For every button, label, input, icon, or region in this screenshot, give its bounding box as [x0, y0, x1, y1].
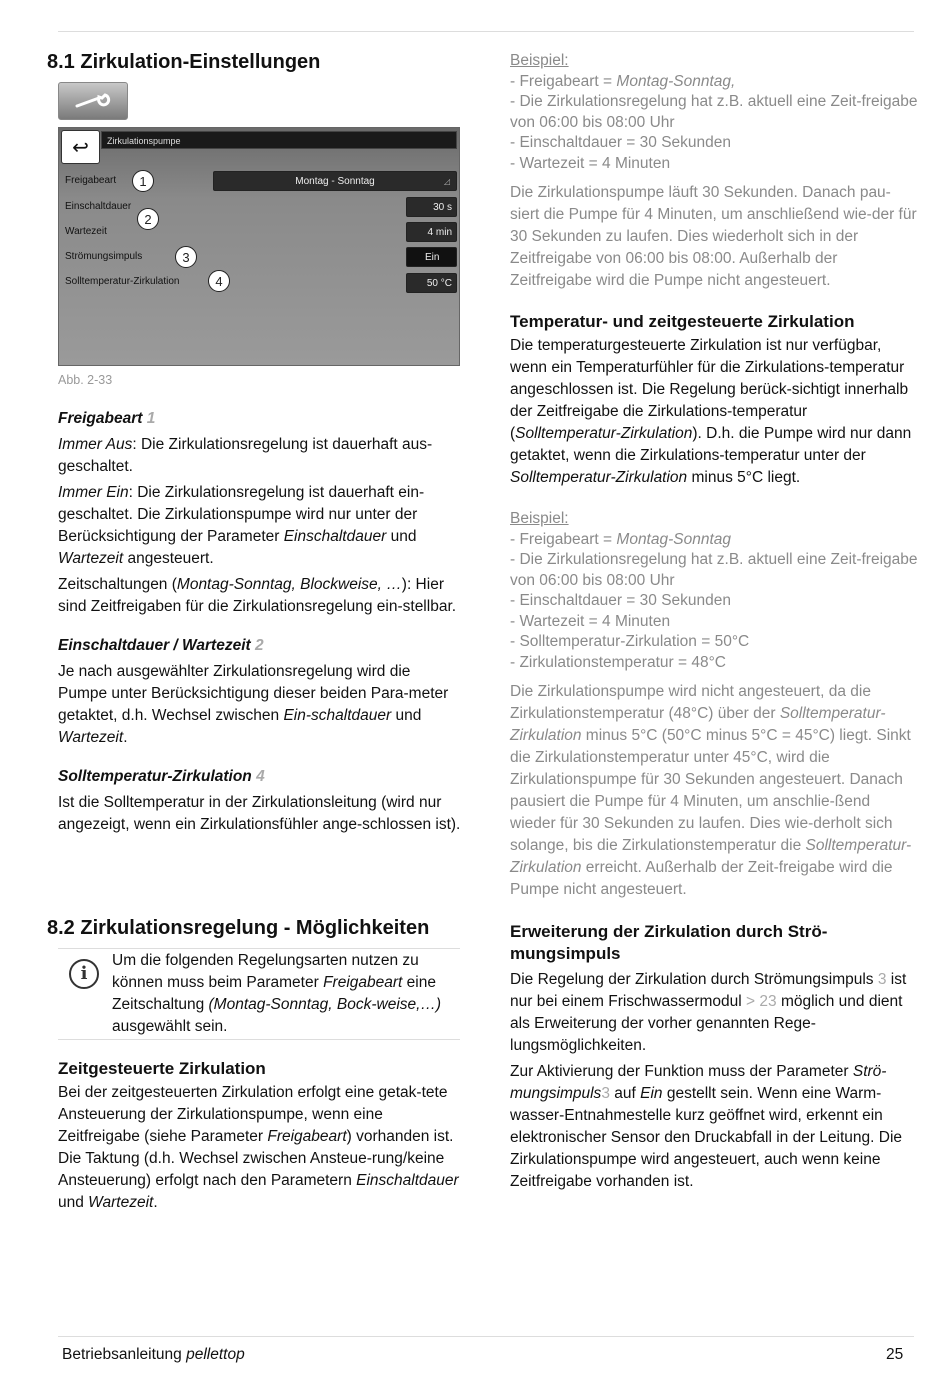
back-button[interactable] [61, 130, 100, 164]
label-stroemungsimpuls: Strömungsimpuls [65, 251, 143, 262]
page-number: 25 [886, 1346, 904, 1363]
para-erweiterung-1: Die Regelung der Zirkulation durch Strömungsimpuls 3 ist nur bei einem Frischwassermodul > 23 möglich und dient als Erweiterung der vorher genannten Rege-lungsmöglichkeiten. [510, 971, 907, 1054]
callout-3: 3 [175, 246, 197, 268]
example-1: Beispiel: - Freigabeart = Montag-Sonntag, - Die Zirkulationsregelung hat z.B. aktuell eine Zeit-freigabe von 06:00 bis 08:00 Uhr - Einschaltdauer = 30 Sekunden - Wartezeit = 4 Minuten [510, 52, 918, 172]
label-wartezeit: Wartezeit [65, 226, 107, 237]
para-immer-aus: Immer Aus: Die Zirkulationsregelung ist dauerhaft aus-geschaltet. [58, 436, 433, 475]
section-heading-8-2: 8.2 Zirkulationsregelung - Möglichkeiten [47, 917, 430, 939]
example-1-text: Die Zirkulationspumpe läuft 30 Sekunden. Danach pau-siert die Pumpe für 4 Minuten, um anschließend wie-der für 30 Sekunden zu laufen. Dies wiederholt sich in der Zeitfreigabe von 06:00 bis 08:00. Außerhalb der Zeitfreigabe wird die Pumpe nicht angesteuert. [510, 184, 917, 289]
callout-2: 2 [137, 208, 159, 230]
para-erweiterung-2: Zur Aktivierung der Funktion muss der Parameter Strö-mungsimpuls3 auf Ein gestellt sein. Wenn eine Warm-wasser-Entnahmestelle kurz geöffnet wird, erkennt ein elektronischer Sensor den Druckabfall in der Leitung. Die Zirkulationspumpe wird angesteuert, auch wenn keine Zeitfreigabe vorhanden ist. [510, 1063, 903, 1190]
subheading-einschaltdauer: Einschaltdauer / Wartezeit 2 [58, 637, 264, 654]
display-screenshot [58, 127, 460, 366]
freigabeart-select[interactable]: Montag - Sonntag ◿ [213, 171, 457, 191]
info-box [58, 948, 460, 1040]
callout-1: 1 [132, 170, 154, 192]
footer-rule [58, 1336, 914, 1337]
einschaltdauer-value[interactable]: 30 s [406, 197, 457, 217]
para-einschaltdauer: Je nach ausgewählter Zirkulationsregelung wird die Pumpe unter Berücksichtigung dieser beiden Para-meter getaktet, d.h. Wechsel zwischen Ein-schaltdauer und Wartezeit. [58, 663, 449, 746]
section-heading-8-1: 8.1 Zirkulation-Einstellungen [47, 51, 321, 73]
figure-caption: Abb. 2-33 [58, 373, 113, 387]
solltemperatur-value[interactable]: 50 °C [406, 273, 457, 293]
heading-erweiterung: Erweiterung der Zirkulation durch Strö-mungsimpuls [510, 922, 828, 963]
wartezeit-value[interactable]: 4 min [406, 222, 457, 242]
label-solltemperatur: Solltemperatur-Zirkulation [65, 276, 180, 287]
info-icon: i [69, 959, 99, 989]
tool-button[interactable] [58, 82, 128, 120]
para-zeitschaltungen: Zeitschaltungen (Montag-Sonntag, Blockweise, …): Hier sind Zeitfreigaben für die Zirkulationsregelung ein-stellbar. [58, 576, 457, 615]
back-arrow-icon: ↩ [72, 136, 89, 159]
para-solltemperatur: Ist die Solltemperatur in der Zirkulationsleitung (wird nur angezeigt, wenn ein Zirkulationsfühler ange-schlossen ist). [58, 794, 461, 833]
example-2: Beispiel: - Freigabeart = Montag-Sonntag - Die Zirkulationsregelung hat z.B. aktuell eine Zeit-freigabe von 06:00 bis 08:00 Uhr - Einschaltdauer = 30 Sekunden - Wartezeit = 4 Minuten - Solltemperatur-Zirkulation = 50°C - Zirkulationstemperatur = 48°C [510, 510, 918, 671]
example-2-text: Die Zirkulationspumpe wird nicht angesteuert, da die Zirkulationstemperatur (48°C) über der Solltemperatur-Zirkulation minus 5°C (50°C minus 5°C = 45°C) liegt. Sinkt die Zirkulationstemperatur unter 45°C, wird die Zirkulationspumpe für 30 Sekunden angesteuert. Danach pausiert die Pumpe für 4 Minuten, um anschlie-ßend wieder für 30 Sekunden zu laufen. Dies wie-derholt sich solange, bis die Zirkulationstemperatur die Solltemperatur-Zirkulation erreicht. Außerhalb der Zeit-freigabe wird die Pumpe nicht angesteuert. [510, 683, 912, 898]
para-immer-ein: Immer Ein: Die Zirkulationsregelung ist dauerhaft ein-geschaltet. Die Zirkulationspumpe wird nur unter der Berücksichtigung der Parameter Einschaltdauer und Wartezeit angesteuert. [58, 484, 425, 567]
screen-title: Zirkulationspumpe [101, 131, 457, 149]
label-einschaltdauer: Einschaltdauer [65, 201, 132, 212]
heading-temperatur-zeit: Temperatur- und zeitgesteuerte Zirkulation [510, 312, 855, 331]
top-rule [58, 31, 914, 32]
subheading-solltemperatur: Solltemperatur-Zirkulation 4 [58, 768, 265, 785]
heading-zeitgesteuert: Zeitgesteuerte Zirkulation [58, 1059, 266, 1078]
para-temperatur-zeit: Die temperaturgesteuerte Zirkulation ist nur verfügbar, wenn ein Temperaturfühler für die Zirkulations-temperatur angeschlossen ist. Die Regelung berück-sichtigt innerhalb der Zeitfreigabe die Zirkulations-temperatur (Solltemperatur-Zirkulation). D.h. die Pumpe wird nur dann getaktet, wenn die Zirkulations-temperatur unter der Solltemperatur-Zirkulation minus 5°C liegt. [510, 337, 912, 486]
footer-title: Betriebsanleitung pellettop [62, 1346, 245, 1363]
info-text: Um die folgenden Regelungsarten nutzen zu können muss beim Parameter Freigabeart eine Zeitschaltung (Montag-Sonntag, Bock-weise,…) ausgewählt sein. [112, 952, 442, 1035]
callout-4: 4 [208, 270, 230, 292]
wrench-icon [73, 91, 113, 111]
label-freigabeart: Freigabeart [65, 175, 117, 186]
subheading-freigabeart: Freigabeart 1 [58, 410, 156, 427]
stroemungsimpuls-toggle[interactable]: Ein [406, 247, 457, 267]
para-zeitgesteuert: Bei der zeitgesteuerten Zirkulation erfolgt eine getak-tete Ansteuerung der Zirkulationspumpe, wenn eine Zeitfreigabe (siehe Parameter Freigabeart) vorhanden ist. Die Taktung (d.h. Wechsel zwischen Ansteue-rung/keine Ansteuerung) erfolgt nach den Parametern Einschaltdauer und Wartezeit. [58, 1084, 459, 1211]
